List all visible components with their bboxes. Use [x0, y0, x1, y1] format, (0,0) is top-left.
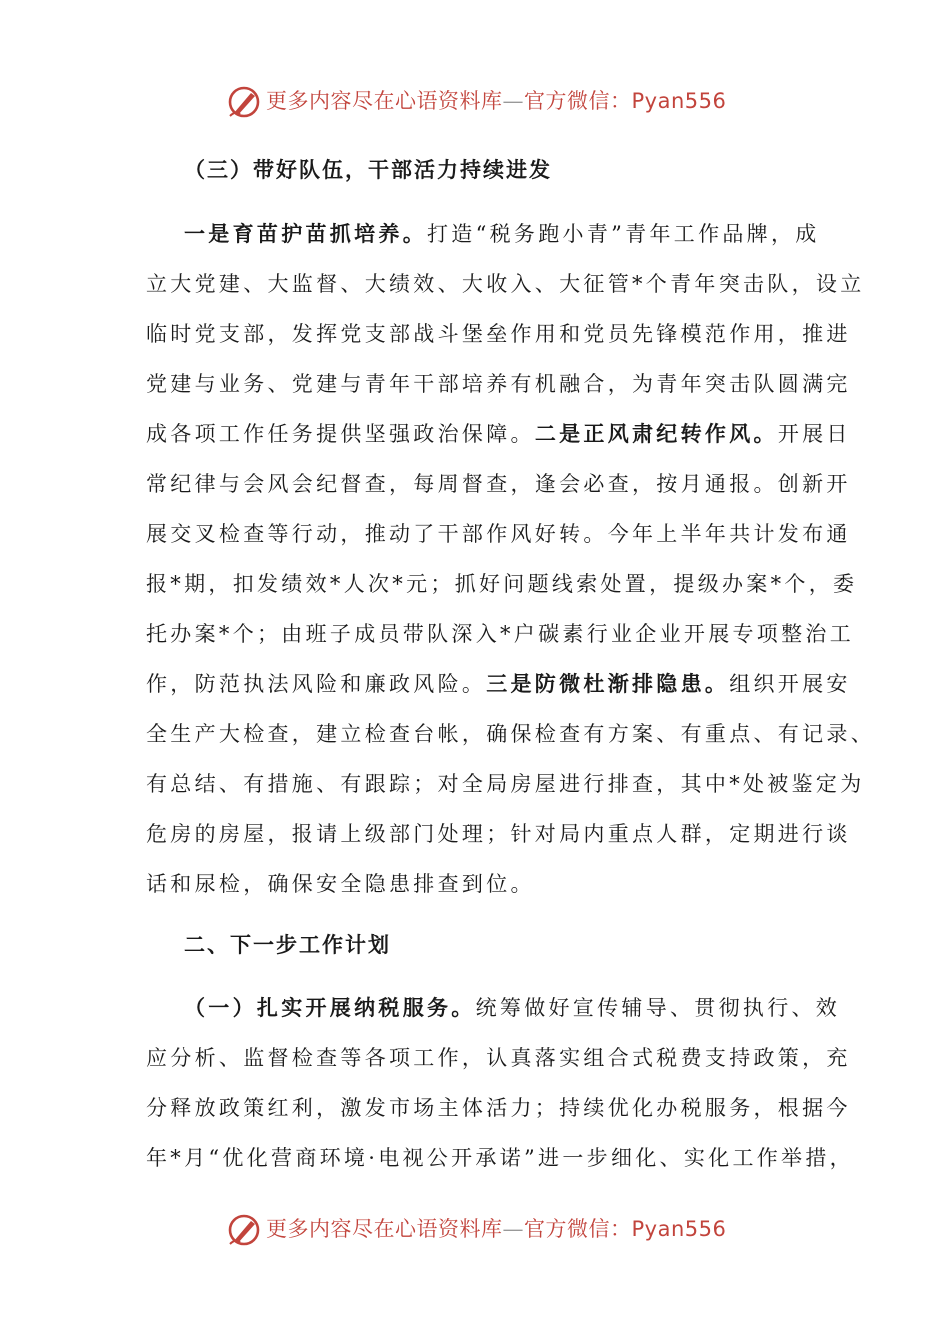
paragraph-line: 立大党建、大监督、大绩效、大收入、大征管*个青年突击队，设立	[146, 272, 865, 296]
paragraph-line: （一）扎实开展纳税服务。统筹做好宣传辅导、贯彻执行、效	[184, 995, 841, 1020]
header-banner	[0, 80, 950, 124]
paragraph-line: 托办案*个；由班子成员带队深入*户碳素行业企业开展专项整治工	[146, 622, 854, 646]
paragraph-line: 有总结、有措施、有跟踪；对全局房屋进行排查，其中*处被鉴定为	[146, 772, 865, 796]
bold-lead-2: 二是正风肃纪转作风。	[534, 421, 778, 446]
paragraph-line: 话和尿检，确保安全隐患排查到位。	[146, 872, 535, 896]
banner-text	[266, 88, 726, 114]
paragraph-line: 临时党支部，发挥党支部战斗堡垒作用和党员先锋模范作用，推进	[146, 322, 851, 346]
paragraph-line: 一是育苗护苗抓培养。打造“税务跑小青”青年工作品牌，成	[184, 221, 820, 246]
bold-lead-1: 一是育苗护苗抓培养。	[184, 221, 427, 246]
section-heading-3: （三）带好队伍，干部活力持续进发	[184, 157, 552, 182]
banner-site-text: 更多内容尽在心语资料库	[266, 89, 503, 113]
paragraph-line: 报*期，扣发绩效*人次*元；抓好问题线索处置，提级办案*个，委	[146, 572, 858, 596]
paragraph-line: 年*月“优化营商环境·电视公开承诺”进一步细化、实化工作举措，	[146, 1146, 854, 1170]
banner-text	[266, 1216, 726, 1242]
banner-wechat-account: Pyan556	[631, 89, 727, 113]
footer-banner	[0, 1208, 950, 1252]
banner-wechat-label: 官方微信：	[524, 1217, 632, 1241]
banner-separator: —	[502, 1217, 524, 1241]
pen-circle-logo-icon	[226, 1212, 262, 1248]
banner-wechat-account: Pyan556	[631, 1217, 727, 1241]
paragraph-line: 危房的房屋，报请上级部门处理；针对局内重点人群，定期进行谈	[146, 822, 851, 846]
bold-lead-3: 三是防微杜渐排隐患。	[486, 671, 730, 696]
pen-circle-logo-icon	[226, 84, 262, 120]
banner-separator: —	[502, 89, 524, 113]
paragraph-line: 分释放政策红利，激发市场主体活力；持续优化办税服务，根据今	[146, 1096, 851, 1120]
paragraph-line: 党建与业务、党建与青年干部培养有机融合，为青年突击队圆满完	[146, 372, 851, 396]
bold-lead-4: （一）扎实开展纳税服务。	[184, 995, 476, 1020]
paragraph-line: 全生产大检查，建立检查台帐，确保检查有方案、有重点、有记录、	[146, 722, 875, 746]
banner-wechat-label: 官方微信：	[524, 89, 632, 113]
banner-site-text: 更多内容尽在心语资料库	[266, 1217, 503, 1241]
paragraph-line: 成各项工作任务提供坚强政治保障。二是正风肃纪转作风。开展日	[146, 421, 851, 446]
paragraph-line: 常纪律与会风会纪督查，每周督查，逢会必查，按月通报。创新开	[146, 472, 851, 496]
paragraph-line: 应分析、监督检查等各项工作，认真落实组合式税费支持政策，充	[146, 1046, 851, 1070]
section-heading-2: 二、下一步工作计划	[184, 932, 391, 957]
paragraph-line: 作，防范执法风险和廉政风险。三是防微杜渐排隐患。组织开展安	[146, 671, 851, 696]
paragraph-line: 展交叉检查等行动，推动了干部作风好转。今年上半年共计发布通	[146, 522, 851, 546]
